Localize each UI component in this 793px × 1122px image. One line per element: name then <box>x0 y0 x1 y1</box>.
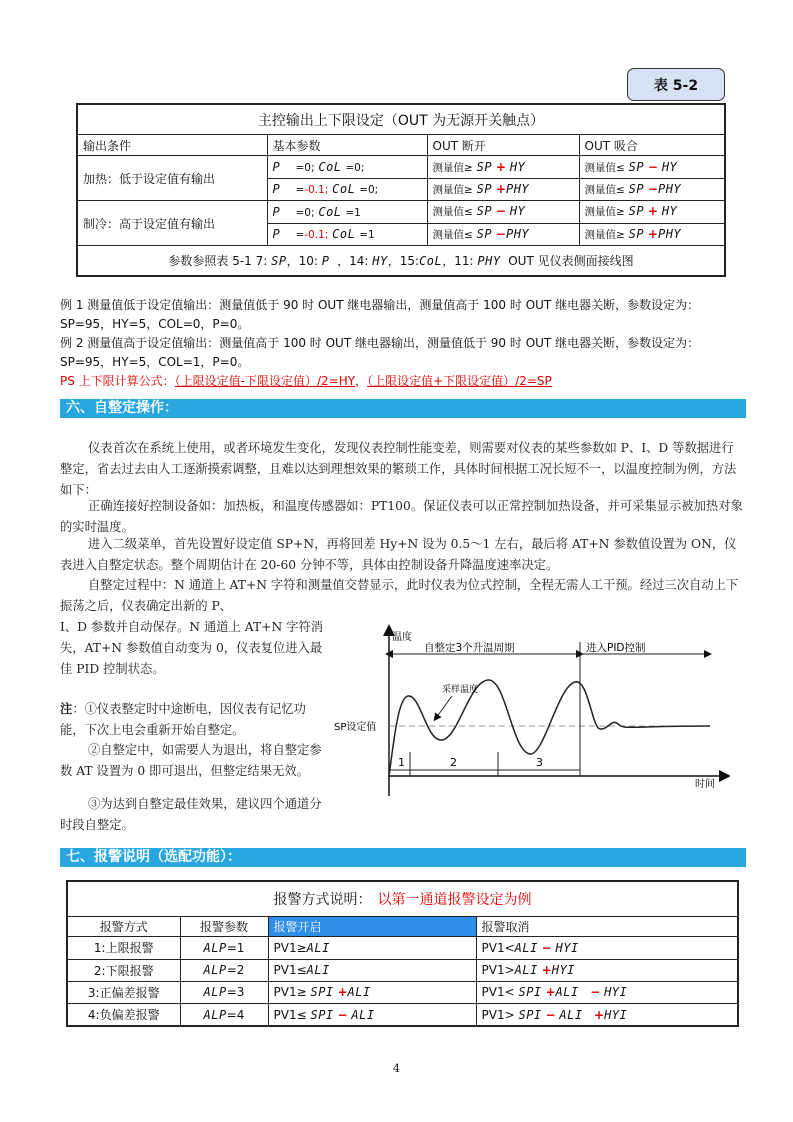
seg-label-1: 1 <box>398 756 405 769</box>
alarm-param-cell: ALP=4 <box>180 1004 268 1026</box>
autotune-diagram <box>330 620 730 800</box>
alarm-on-cell: PV1≤ SPI − ALI <box>268 1004 476 1026</box>
example-block <box>60 296 750 390</box>
temperature-curve <box>389 680 710 776</box>
alarm-off-cell: PV1< SPI +ALI − HYI <box>476 981 738 1003</box>
header-alarm-param: 报警参数 <box>180 916 268 936</box>
table-row <box>67 981 738 1003</box>
heating-label: 加热：低于设定值有输出 <box>77 156 267 201</box>
example1-line1: 例 1 测量值低于设定值输出：测量值低于 90 时 OUT 继电器输出，测量值高于 100 时 OUT 继电器关断，参数设定为： <box>60 298 700 312</box>
param-cell: P =-0.1; CoL =1 <box>267 223 427 245</box>
alarm-table-title: 报警方式说明： 以第一通道报警设定为例 <box>67 881 738 916</box>
table-row <box>77 156 725 178</box>
section-6-paragraph-4b: I、D 参数并自动保存。N 通道上 AT+N 字符消失，AT+N 参数值自动变为 0，仪表复位进入最佳 PID 控制状态。 <box>60 620 324 676</box>
on-cell: 测量值≤ SP − HY <box>579 156 725 178</box>
section-6-paragraph-3: 进入二级菜单，首先设置好设定值 SP+N，再将回差 Hy+N 设为 0.5～1 左右，最后将 AT+N 参数值设置为 ON，仪表进入自整定状态。整个周期估计在 20-60 分钟不等，具体由控制设备升降温度速率决定。 <box>60 537 737 572</box>
alarm-on-cell: PV1≤ALI <box>268 959 476 981</box>
section-6-paragraph-2: 正确连接好控制设备如：加热板，和温度传感器如：PT100。保证仪表可以正常控制加热设备，并可采集显示被加热对象的实时温度。 <box>60 499 743 534</box>
alarm-off-cell: PV1>ALI +HYI <box>476 959 738 981</box>
y-axis-label: 温度 <box>392 632 412 643</box>
note-3: ③为达到自整定最佳效果，建议四个通道分时段自整定。 <box>60 797 322 832</box>
alarm-on-cell: PV1≥ SPI +ALI <box>268 981 476 1003</box>
alarm-mode-cell: 3:正偏差报警 <box>67 981 180 1003</box>
example1-line2: SP=95，HY=5，COL=0，P=0。 <box>60 317 250 331</box>
table-row <box>77 201 725 223</box>
span-label-autotune: 自整定3个升温周期 <box>424 642 515 654</box>
off-cell: 测量值≤ SP −PHY <box>427 223 579 245</box>
section-6-header: 六、自整定操作： <box>60 399 746 418</box>
header-alarm-on: 报警开启 <box>268 916 476 936</box>
alarm-param-cell: ALP=3 <box>180 981 268 1003</box>
alarm-on-cell: PV1≥ALI <box>268 937 476 959</box>
cooling-label: 制冷：高于设定值有输出 <box>77 201 267 246</box>
on-cell: 测量值≥ SP +PHY <box>579 223 725 245</box>
sample-temp-pointer <box>436 696 452 718</box>
note-1: 注：①仪表整定时中途断电，因仪表有记忆功能，下次上电会重新开始自整定。 <box>60 701 306 737</box>
page-number: 4 <box>393 1062 400 1075</box>
table-row <box>67 937 738 959</box>
off-cell: 测量值≥ SP + HY <box>427 156 579 178</box>
header-output-condition: 输出条件 <box>77 135 267 156</box>
ps-formula: PS 上下限计算公式：（上限设定值-下限设定值）/2=HY，（上限设定值+下限设定值）/2=SP <box>60 374 552 388</box>
header-out-on: OUT 吸合 <box>579 135 725 156</box>
section-6-paragraph-4a: 自整定过程中：N 通道上 AT+N 字符和测量值交替显示，此时仪表为位式控制，全程无需人工干预。经过三次自动上下振荡之后，仪表确定出新的 P、 <box>60 578 739 613</box>
off-cell: 测量值≥ SP +PHY <box>427 178 579 200</box>
header-out-off: OUT 断开 <box>427 135 579 156</box>
alarm-mode-cell: 1:上限报警 <box>67 937 180 959</box>
alarm-param-cell: ALP=1 <box>180 937 268 959</box>
example2-line1: 例 2 测量值高于设定值输出：测量值高于 100 时 OUT 继电器输出，测量值低于 90 时 OUT 继电器关断，参数设定为： <box>60 336 700 350</box>
alarm-off-cell: PV1<ALI − HYI <box>476 937 738 959</box>
span-label-pid: 进入PID控制 <box>586 642 646 654</box>
off-cell: 测量值≤ SP − HY <box>427 201 579 223</box>
x-axis-label: 时间 <box>695 779 715 790</box>
table-footer: 参数参照表 5-1 7: SP，10: P ，14: HY，15:CoL，11: PHY OUT 见仪表侧面接线图 <box>77 245 725 276</box>
param-cell: P =0; CoL =0; <box>267 156 427 178</box>
alarm-param-cell: ALP=2 <box>180 959 268 981</box>
header-alarm-mode: 报警方式 <box>67 916 180 936</box>
output-limit-table <box>76 103 726 277</box>
setpoint-label: SP设定值 <box>334 722 377 733</box>
alarm-off-cell: PV1> SPI − ALI +HYI <box>476 1004 738 1026</box>
note-2: ②自整定中，如需要人为退出，将自整定参数 AT 设置为 0 即可退出，但整定结果无效。 <box>60 743 322 778</box>
on-cell: 测量值≤ SP −PHY <box>579 178 725 200</box>
example2-line2: SP=95，HY=5，COL=1，P=0。 <box>60 355 250 369</box>
sample-temp-label: 采样温度 <box>442 685 479 695</box>
seg-label-3: 3 <box>536 756 543 769</box>
alarm-mode-cell: 4:负偏差报警 <box>67 1004 180 1026</box>
header-basic-params: 基本参数 <box>267 135 427 156</box>
table-row <box>67 1004 738 1026</box>
on-cell: 测量值≥ SP + HY <box>579 201 725 223</box>
table-row <box>67 959 738 981</box>
section-6-paragraph-1: 仪表首次在系统上使用，或者环境发生变化，发现仪表控制性能变差，则需要对仪表的某些参数如 P、I、D 等数据进行整定，省去过去由人工逐渐摸索调整，且难以达到理想效果的繁琐工作，具体时间根据工况长短不一，以温度控制为例，方法如下： <box>60 441 737 497</box>
seg-label-2: 2 <box>450 756 457 769</box>
param-cell: P =-0.1; CoL =0; <box>267 178 427 200</box>
table-title: 主控输出上下限设定（OUT 为无源开关触点） <box>77 104 725 135</box>
header-alarm-off: 报警取消 <box>476 916 738 936</box>
alarm-mode-cell: 2:下限报警 <box>67 959 180 981</box>
section-7-header: 七、报警说明（选配功能）： <box>60 848 746 867</box>
param-cell: P =0; CoL =1 <box>267 201 427 223</box>
table-label-badge: 表 5-2 <box>627 68 725 101</box>
alarm-table <box>66 880 739 1027</box>
